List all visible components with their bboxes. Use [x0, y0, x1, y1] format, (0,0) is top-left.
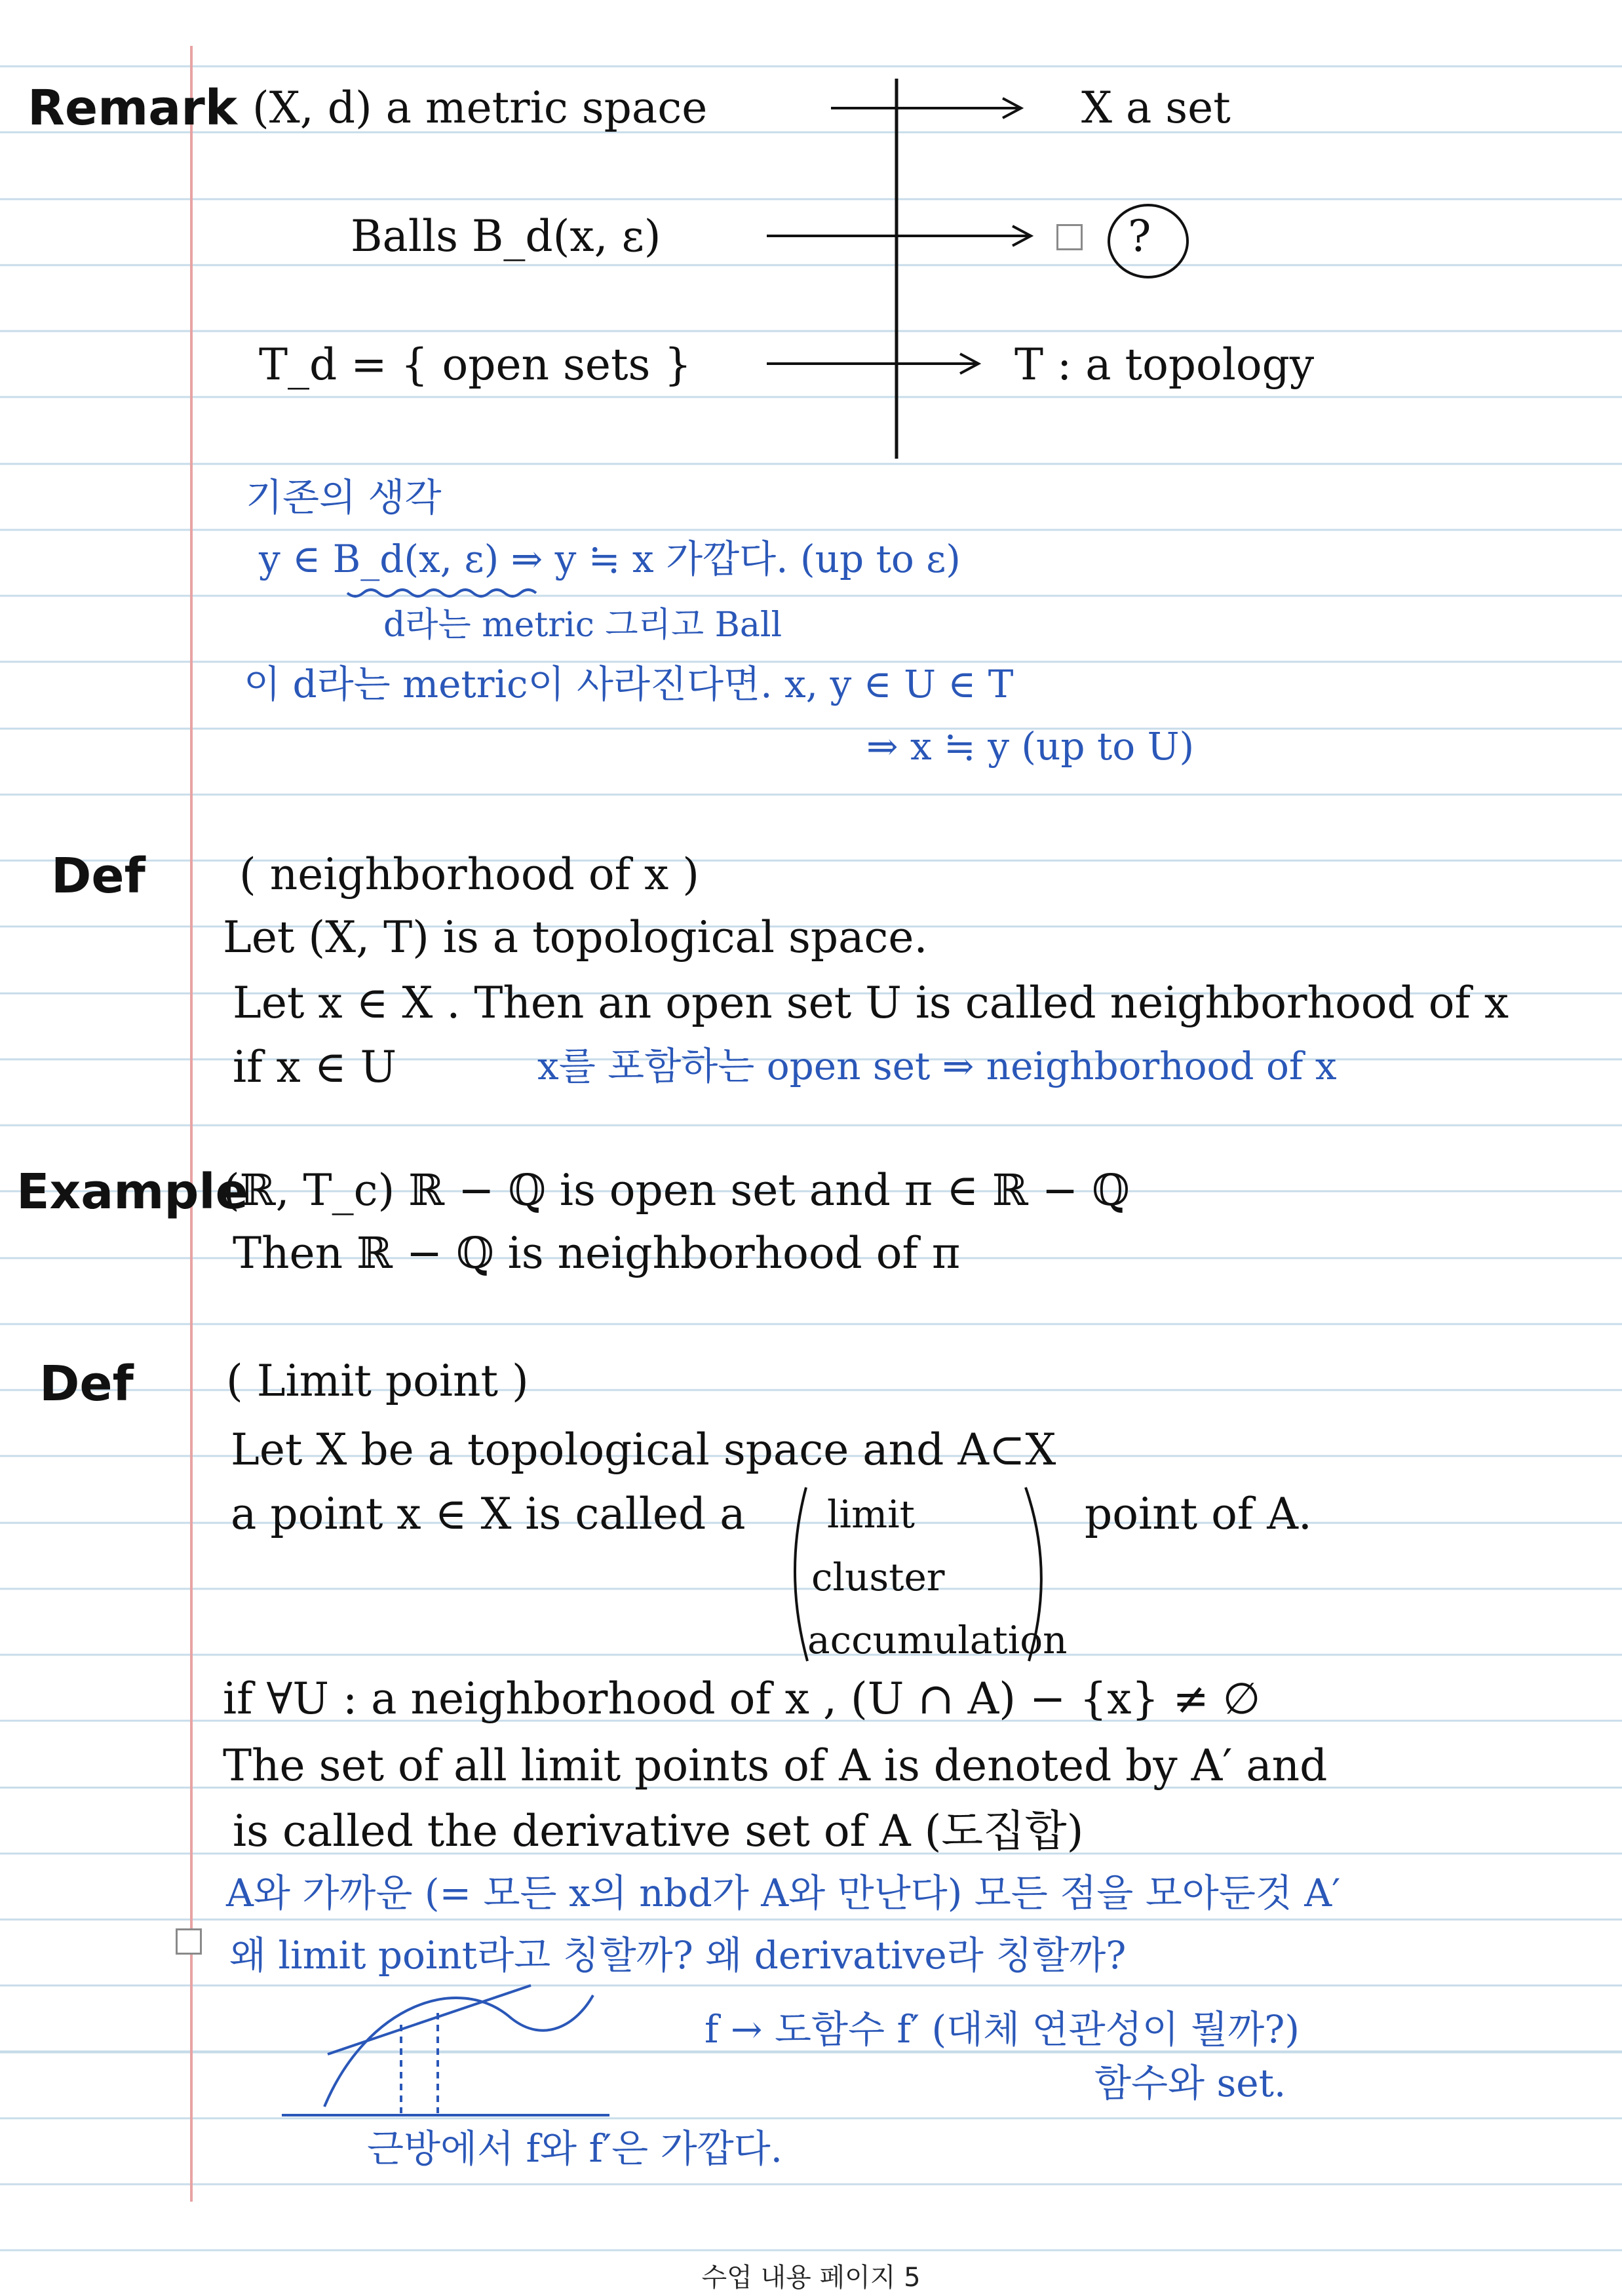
def2-option-limit: limit — [827, 1492, 915, 1537]
function-sketch — [282, 1985, 609, 2115]
blue-note-5: ⇒ x ≒ y (up to U) — [866, 724, 1195, 769]
right-bracket — [1026, 1487, 1041, 1661]
arrow-icon — [767, 354, 978, 373]
def2-line5: is called the derivative set of A (도집합) — [233, 1806, 1084, 1856]
def1-line1: Let (X, T) is a topological space. — [223, 912, 928, 963]
def2-blue-3: f → 도함수 f′ (대체 연관성이 뭘까?) — [705, 2007, 1300, 2052]
example-line1: (ℝ, T_c) ℝ − ℚ is open set and π ∈ ℝ − ℚ — [223, 1165, 1130, 1215]
remark-row3-left: T_d = { open sets } — [259, 339, 692, 390]
def2-option-cluster: cluster — [811, 1555, 945, 1599]
remark-label: Remark — [28, 80, 237, 136]
def2-label: Def — [39, 1356, 134, 1412]
def1-line3: if x ∈ U — [233, 1042, 397, 1092]
def2-line1: Let X be a topological space and A⊂X — [231, 1425, 1056, 1475]
def1-label: Def — [51, 848, 145, 904]
def2-title: ( Limit point ) — [226, 1356, 529, 1406]
left-bracket — [795, 1487, 807, 1661]
def2-option-accumulation: accumulation — [807, 1618, 1068, 1662]
remark-row2-left: Balls B_d(x, ε) — [351, 211, 661, 261]
remark-row1-left: (X, d) a metric space — [252, 83, 708, 133]
def1-note: x를 포함하는 open set ⇒ neighborhood of x — [537, 1044, 1337, 1088]
def2-blue-5: 근방에서 f와 f′은 가깝다. — [367, 2126, 783, 2171]
remark-row1-right: X a set — [1081, 83, 1231, 133]
arrow-icon — [831, 98, 1021, 118]
page-footer: 수업 내용 페이지 5 — [701, 2263, 921, 2293]
remark-row2-right: ? — [1128, 211, 1151, 261]
def2-line2a: a point x ∈ X is called a — [231, 1489, 746, 1539]
blue-note-1: 기존의 생각 — [246, 475, 442, 520]
blue-note-4: 이 d라는 metric이 사라진다면. x, y ∈ U ∈ T — [244, 662, 1014, 706]
remark-row3-right: T : a topology — [1014, 339, 1315, 390]
blue-note-3: d라는 metric 그리고 Ball — [383, 605, 782, 645]
example-line2: Then ℝ − ℚ is neighborhood of π — [233, 1228, 961, 1278]
def1-line2: Let x ∈ X . Then an open set U is called neighborhood of x — [233, 978, 1509, 1028]
def2-blue-2: 왜 limit point라고 칭할까? 왜 derivative라 칭할까? — [229, 1933, 1127, 1978]
def1-title: ( neighborhood of x ) — [239, 849, 699, 900]
circle-mark — [1109, 205, 1188, 277]
example-label: Example — [16, 1164, 248, 1220]
arrow-icon — [767, 226, 1031, 246]
def2-blue-1: A와 가까운 (= 모든 x의 nbd가 A와 만난다) 모든 점을 모아둔것 A′ — [226, 1871, 1341, 1915]
def2-line4: The set of all limit points of A is denoted by A′ and — [223, 1740, 1328, 1791]
blue-note-2: y ∈ B_d(x, ε) ⇒ y ≒ x 가깝다. (up to ε) — [259, 537, 961, 581]
def2-blue-4: 함수와 set. — [1094, 2061, 1286, 2105]
def2-line3: if ∀U : a neighborhood of x , (U ∩ A) − {x} ≠ ∅ — [223, 1674, 1261, 1724]
def2-line2b: point of A. — [1085, 1489, 1312, 1539]
wavy-underline — [347, 590, 536, 596]
